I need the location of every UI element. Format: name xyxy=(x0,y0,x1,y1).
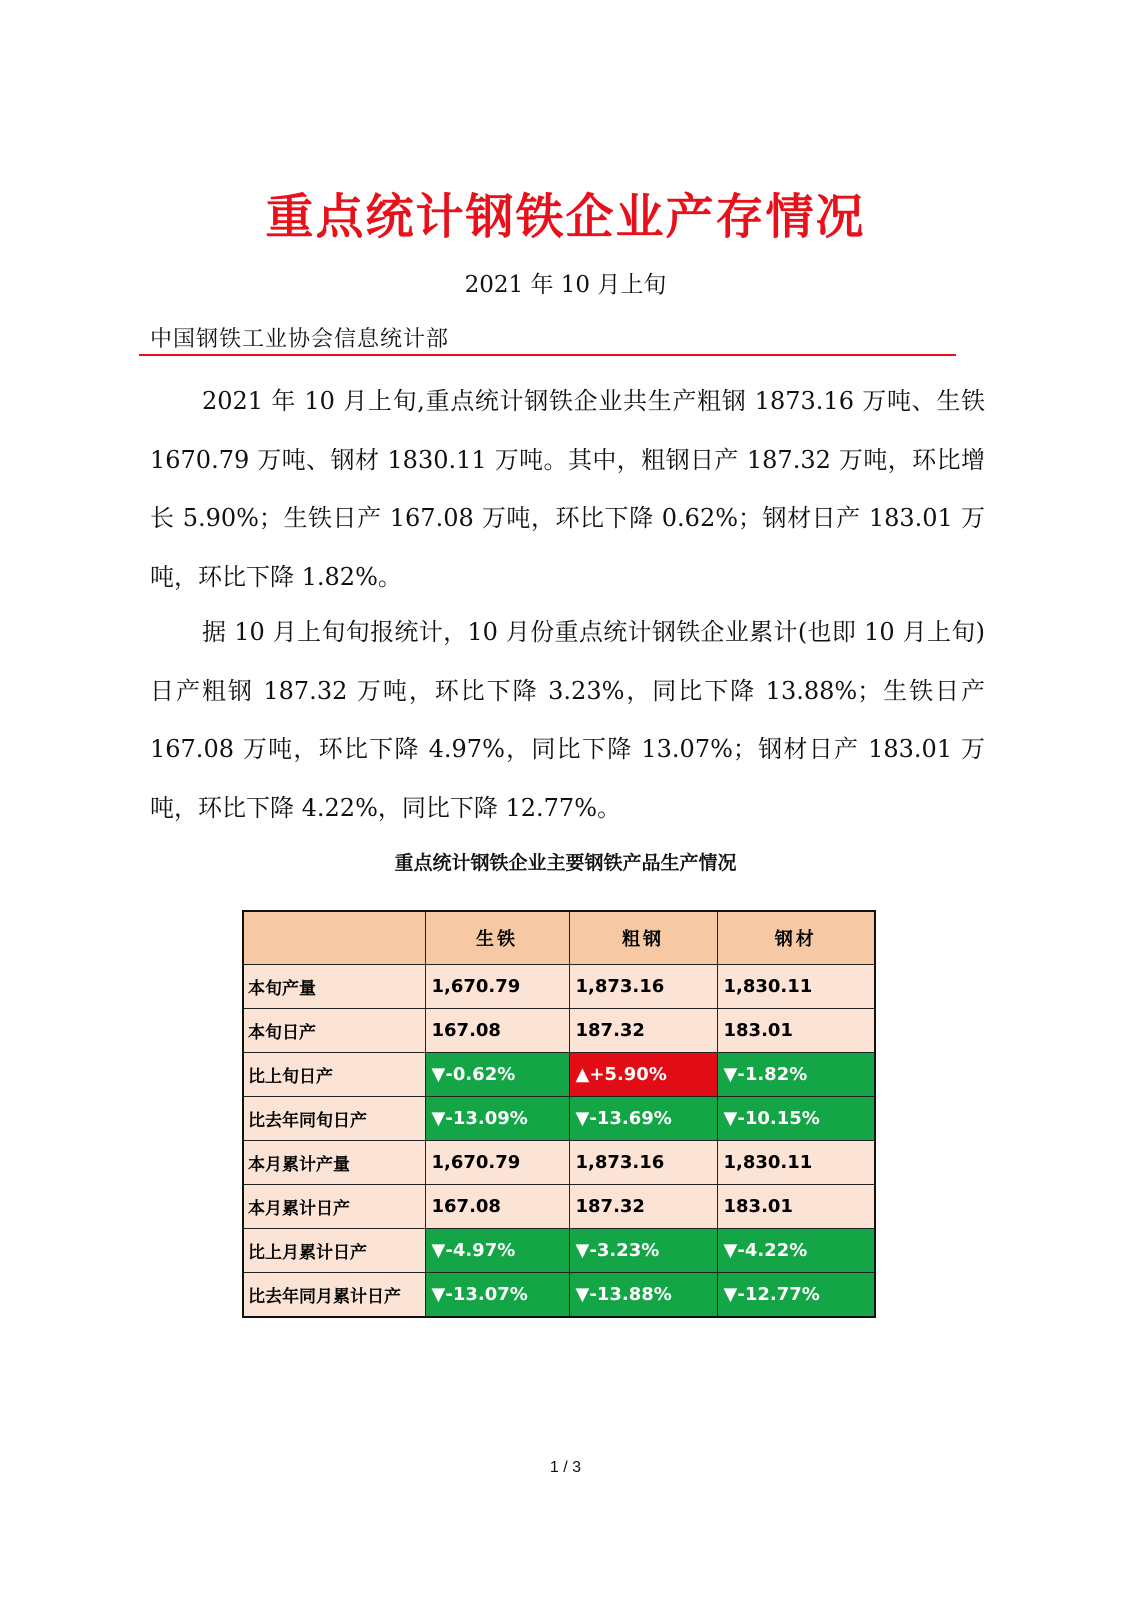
header-corner xyxy=(243,911,425,965)
table-row xyxy=(243,1097,875,1141)
value-cell: 1,873.16 xyxy=(569,1141,717,1185)
decrease-cell: ▼-10.15% xyxy=(717,1097,875,1141)
decrease-cell: ▼-13.09% xyxy=(425,1097,569,1141)
value-cell: 1,830.11 xyxy=(717,965,875,1009)
value-cell: 167.08 xyxy=(425,1185,569,1229)
decrease-cell: ▼-13.07% xyxy=(425,1273,569,1318)
value-cell: 187.32 xyxy=(569,1009,717,1053)
table-row xyxy=(243,1185,875,1229)
summary-paragraph-2: 据 10 月上旬旬报统计，10 月份重点统计钢铁企业累计(也即 10 月上旬)日产粗钢 187.32 万吨，环比下降 3.23%，同比下降 13.88%；生铁日产 167.08 万吨，环比下降 4.97%，同比下降 13.07%；钢材日产 183.01 万吨，环比下降 4.22%，同比下降 12.77%。 xyxy=(150,618,985,822)
decrease-cell: ▼-13.69% xyxy=(569,1097,717,1141)
row-label: 本旬日产 xyxy=(243,1009,425,1053)
table-row xyxy=(243,1053,875,1097)
header-pig-iron: 生铁 xyxy=(425,911,569,965)
document-title: 重点统计钢铁企业产存情况 xyxy=(265,189,866,245)
issuing-department: 中国钢铁工业协会信息统计部 xyxy=(150,327,450,352)
header-steel-products: 钢材 xyxy=(717,911,875,965)
row-label: 本月累计产量 xyxy=(243,1141,425,1185)
value-cell: 183.01 xyxy=(717,1185,875,1229)
row-label: 比去年同月累计日产 xyxy=(243,1273,425,1318)
value-cell: 167.08 xyxy=(425,1009,569,1053)
value-cell: 1,830.11 xyxy=(717,1141,875,1185)
table-row xyxy=(243,1009,875,1053)
row-label: 本旬产量 xyxy=(243,965,425,1009)
value-cell: 183.01 xyxy=(717,1009,875,1053)
document-date: 2021 年 10 月上旬 xyxy=(464,272,667,298)
decrease-cell: ▼-0.62% xyxy=(425,1053,569,1097)
summary-paragraph-1: 2021 年 10 月上旬,重点统计钢铁企业共生产粗钢 1873.16 万吨、生铁 1670.79 万吨、钢材 1830.11 万吨。其中，粗钢日产 187.32 万吨，环比增长 5.90%；生铁日产 167.08 万吨，环比下降 0.62%；钢材日产 183.01 万吨，环比下降 1.82%。 xyxy=(150,387,985,591)
row-label: 比上旬日产 xyxy=(243,1053,425,1097)
decrease-cell: ▼-4.97% xyxy=(425,1229,569,1273)
red-divider xyxy=(139,354,956,356)
production-table xyxy=(242,910,876,1318)
table-row xyxy=(243,1229,875,1273)
table-row xyxy=(243,1273,875,1318)
value-cell: 1,670.79 xyxy=(425,1141,569,1185)
table-row xyxy=(243,965,875,1009)
header-crude-steel: 粗钢 xyxy=(569,911,717,965)
table-body xyxy=(243,965,875,1318)
row-label: 比上月累计日产 xyxy=(243,1229,425,1273)
decrease-cell: ▼-4.22% xyxy=(717,1229,875,1273)
row-label: 本月累计日产 xyxy=(243,1185,425,1229)
row-label: 比去年同旬日产 xyxy=(243,1097,425,1141)
table-header-row xyxy=(243,911,875,965)
table-row xyxy=(243,1141,875,1185)
decrease-cell: ▼-1.82% xyxy=(717,1053,875,1097)
page-number: 1 / 3 xyxy=(549,1459,582,1476)
value-cell: 1,873.16 xyxy=(569,965,717,1009)
decrease-cell: ▼-13.88% xyxy=(569,1273,717,1318)
decrease-cell: ▼-12.77% xyxy=(717,1273,875,1318)
value-cell: 187.32 xyxy=(569,1185,717,1229)
increase-cell: ▲+5.90% xyxy=(569,1053,717,1097)
decrease-cell: ▼-3.23% xyxy=(569,1229,717,1273)
table-title: 重点统计钢铁企业主要钢铁产品生产情况 xyxy=(394,852,737,874)
value-cell: 1,670.79 xyxy=(425,965,569,1009)
